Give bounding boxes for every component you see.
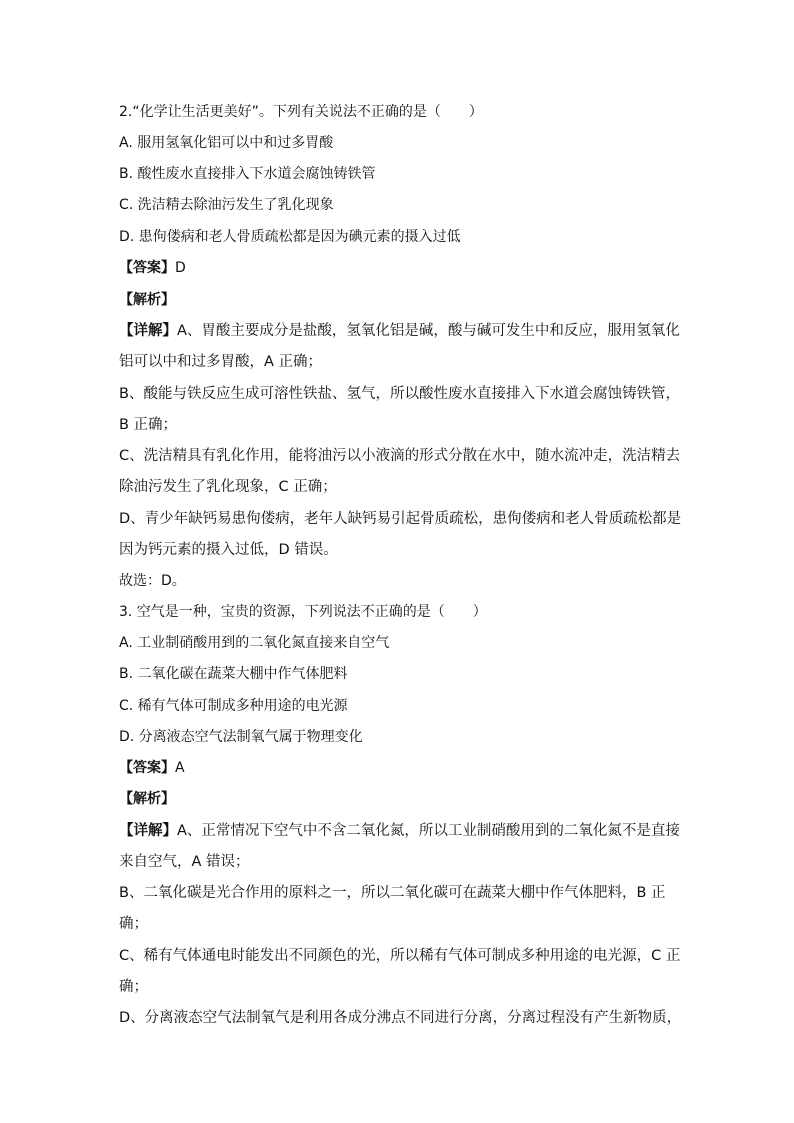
question-3-option-d: D. 分离液态空气法制氧气属于物理变化 (119, 729, 363, 745)
question-2-detail-line-4: B 正确； (119, 417, 178, 433)
question-2-analysis-label: 【解析】 (119, 292, 175, 308)
question-2-answer (119, 259, 186, 277)
question-2-detail-line-2: 铝可以中和过多胃酸，A 正确； (119, 354, 323, 370)
question-2-detail-line-3: B、酸能与铁反应生成可溶性铁盐、氢气，所以酸性废水直接排入下水道会腐蚀铸铁管， (119, 386, 680, 402)
question-3-option-a: A. 工业制硝酸用到的二氧化氮直接来自空气 (119, 635, 390, 651)
question-3-analysis-label: 【解析】 (119, 791, 175, 807)
answer-label: 【答案】 (119, 260, 175, 276)
question-3-answer (119, 759, 185, 777)
question-2-detail-line-8: 因为钙元素的摄入过低，D 错误。 (119, 542, 338, 558)
detail-text: A、胃酸主要成分是盐酸，氢氧化铝是碱，酸与碱可发生中和反应，服用氢氧化 (177, 323, 680, 339)
question-3-option-b: B. 二氧化碳在蔬菜大棚中作气体肥料 (119, 666, 348, 682)
question-2-stem: 2.“化学让生活更美好”。下列有关说法不正确的是（ ） (119, 104, 483, 120)
question-3-detail-line-1 (119, 822, 680, 840)
question-2-option-b: B. 酸性废水直接排入下水道会腐蚀铸铁管 (119, 166, 376, 182)
question-2-detail-line-7: D、青少年缺钙易患佝偻病，老年人缺钙易引起骨质疏松，患佝偻病和老人骨质疏松都是 (119, 511, 682, 527)
answer-value: D (175, 260, 186, 276)
detail-text: A、正常情况下空气中不含二氧化氮，所以工业制硝酸用到的二氧化氮不是直接 (177, 823, 680, 839)
question-3-option-c: C. 稀有气体可制成多种用途的电光源 (119, 698, 348, 714)
question-2-detail-line-6: 除油污发生了乳化现象，C 正确； (119, 479, 337, 495)
question-2-option-c: C. 洗洁精去除油污发生了乳化现象 (119, 197, 334, 213)
question-3-detail-line-3: B、二氧化碳是光合作用的原料之一，所以二氧化碳可在蔬菜大棚中作气体肥料，B 正 (119, 885, 666, 901)
question-2-detail-line-1 (119, 322, 680, 340)
question-2-option-d: D. 患佝偻病和老人骨质疏松都是因为碘元素的摄入过低 (119, 229, 461, 245)
answer-label: 【答案】 (119, 760, 175, 776)
question-3-detail-line-7: D、分离液态空气法制氧气是利用各成分沸点不同进行分离，分离过程没有产生新物质， (119, 1010, 682, 1026)
question-3-stem: 3. 空气是一种，宝贵的资源，下列说法不正确的是（ ） (119, 604, 487, 620)
question-2-option-a: A. 服用氢氧化铝可以中和过多胃酸 (119, 135, 334, 151)
question-2-conclusion: 故选：D。 (119, 573, 186, 589)
question-3-detail-line-6: 确； (119, 979, 148, 995)
question-2-detail-line-5: C、洗洁精具有乳化作用，能将油污以小液滴的形式分散在水中，随水流冲走，洗洁精去 (119, 448, 681, 464)
answer-value: A (175, 760, 185, 776)
question-3-detail-line-2: 来自空气，A 错误； (119, 854, 250, 870)
detail-label: 【详解】 (119, 323, 177, 339)
question-3-detail-line-4: 确； (119, 916, 148, 932)
detail-label: 【详解】 (119, 823, 177, 839)
question-3-detail-line-5: C、稀有气体通电时能发出不同颜色的光，所以稀有气体可制成多种用途的电光源，C 正 (119, 948, 681, 964)
